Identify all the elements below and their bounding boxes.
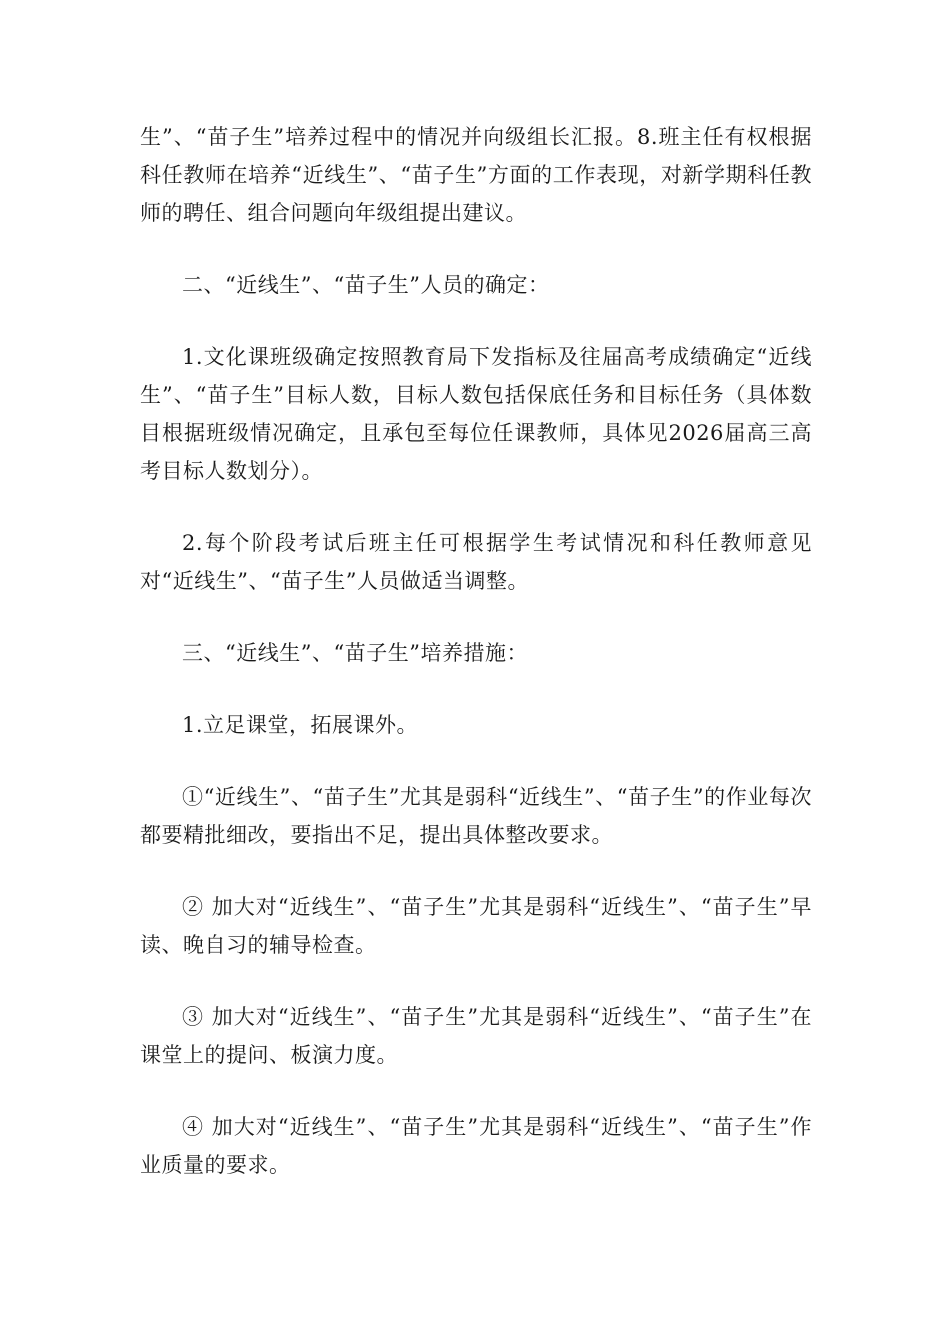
paragraph-classroom-focus: 1.立足课堂，拓展课外。 (182, 713, 419, 737)
list-item-homework-quality: ④ 加大对“近线生”、“苗子生”尤其是弱科“近线生”、“苗子生”作业质量的要求。 (140, 1115, 812, 1177)
list-item-homework-correction: ①“近线生”、“苗子生”尤其是弱科“近线生”、“苗子生”的作业每次都要精批细改，要指出不足，提出具体整改要求。 (140, 785, 812, 847)
list-item-self-study-guidance: ② 加大对“近线生”、“苗子生”尤其是弱科“近线生”、“苗子生”早读、晚自习的辅导检查。 (140, 895, 812, 957)
paragraph-stage-adjustment: 2.每个阶段考试后班主任可根据学生考试情况和科任教师意见对“近线生”、“苗子生”人员做适当调整。 (140, 531, 812, 593)
document-body (140, 118, 812, 1218)
section-heading-candidate-selection: 二、“近线生”、“苗子生”人员的确定： (182, 273, 550, 297)
list-item-classroom-questioning: ③ 加大对“近线生”、“苗子生”尤其是弱科“近线生”、“苗子生”在课堂上的提问、板演力度。 (140, 1005, 812, 1067)
paragraph-target-numbers: 1.文化课班级确定按照教育局下发指标及往届高考成绩确定“近线生”、“苗子生”目标人数，目标人数包括保底任务和目标任务（具体数目根据班级情况确定，且承包至每位任课教师，具体见2026届高三高考目标人数划分）。 (140, 345, 812, 483)
paragraph-head-teacher-duties: 生”、“苗子生”培养过程中的情况并向级组长汇报。8.班主任有权根据科任教师在培养“近线生”、“苗子生”方面的工作表现，对新学期科任教师的聘任、组合问题向年级组提出建议。 (140, 125, 812, 225)
section-heading-training-measures: 三、“近线生”、“苗子生”培养措施： (182, 641, 528, 665)
